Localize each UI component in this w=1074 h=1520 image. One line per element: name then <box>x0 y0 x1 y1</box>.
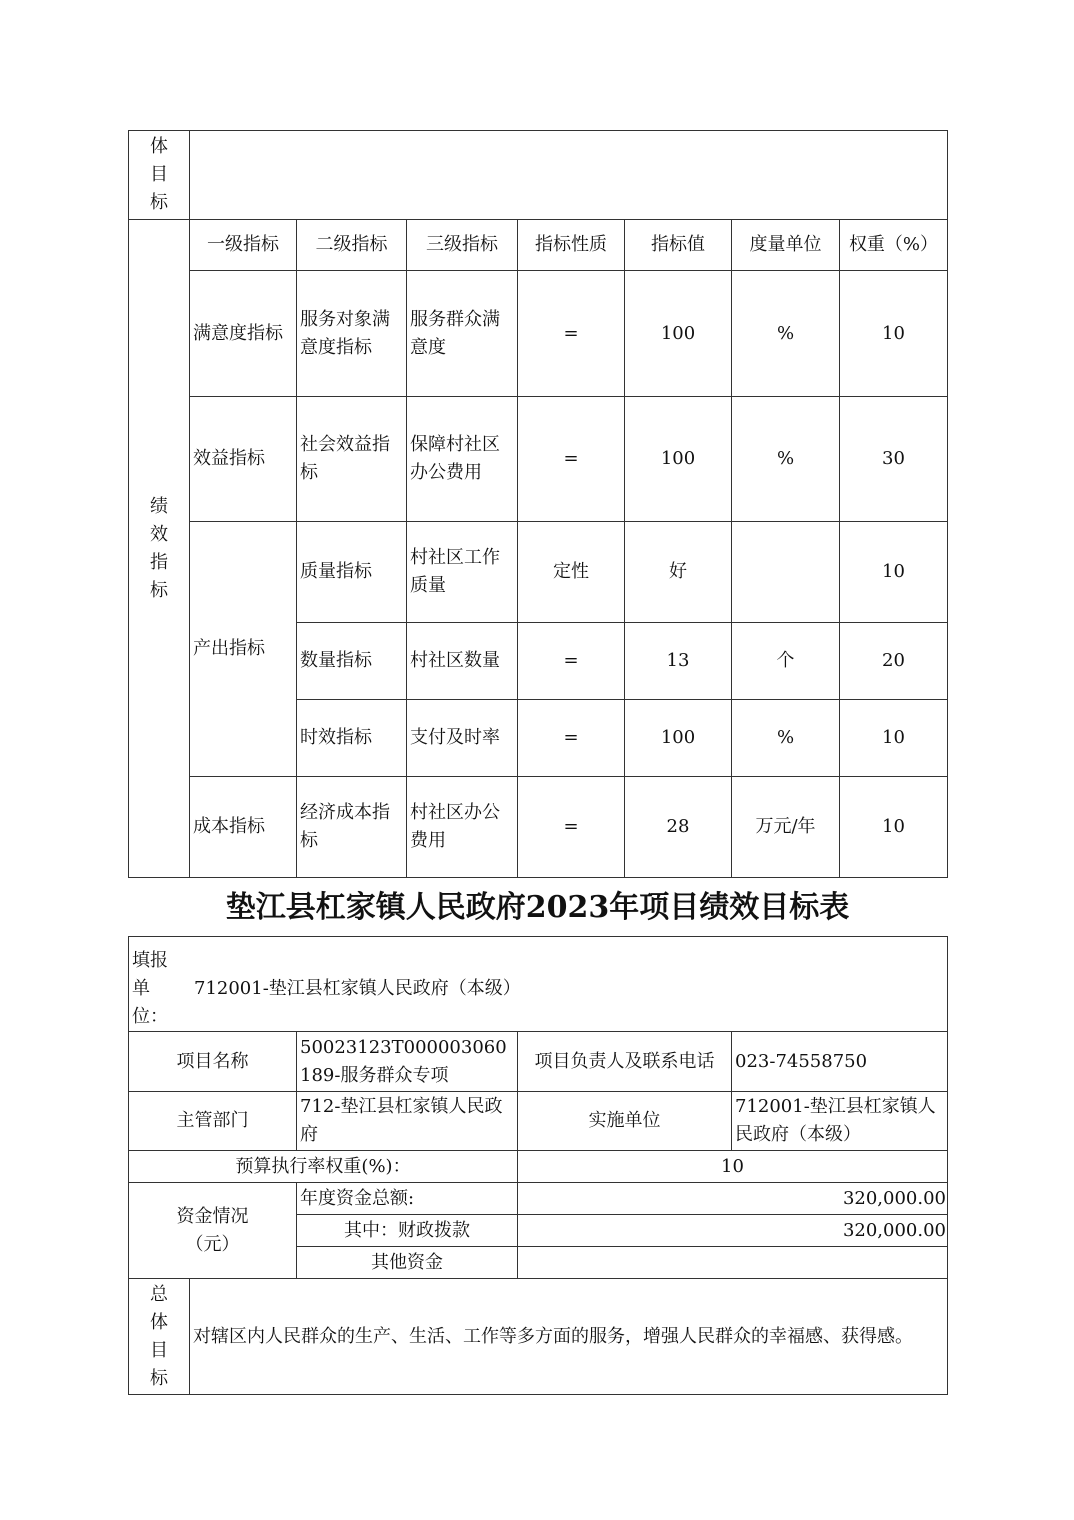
row-level2: 质量指标 <box>297 522 407 623</box>
row-nature: = <box>518 397 625 522</box>
dept-value: 712-垫江县杠家镇人民政府 <box>297 1092 518 1151</box>
project-name-value: 50023123T000003060189-服务群众专项 <box>297 1032 518 1092</box>
annual-total-value: 320,000.00 <box>518 1183 948 1215</box>
row-level3: 村社区数量 <box>407 623 518 700</box>
row-nature: = <box>518 623 625 700</box>
row-level3: 村社区工作质量 <box>407 522 518 623</box>
row-value: 好 <box>625 522 732 623</box>
row-level1: 产出指标 <box>190 522 297 777</box>
row-value: 28 <box>625 777 732 878</box>
header-value: 指标值 <box>625 220 732 271</box>
header-weight: 权重（%） <box>840 220 948 271</box>
overall-goal-label: 总体目标 <box>129 1279 190 1395</box>
performance-table <box>128 130 948 878</box>
project-name-label: 项目名称 <box>129 1032 297 1092</box>
fiscal-value: 320,000.00 <box>518 1215 948 1247</box>
funds-label: 资金情况（元） <box>129 1183 297 1279</box>
budget-rate-label: 预算执行率权重(%)： <box>129 1151 518 1183</box>
row-level3: 支付及时率 <box>407 700 518 777</box>
row-level1: 满意度指标 <box>190 271 297 397</box>
page-title: 垫江县杠家镇人民政府2023年项目绩效目标表 <box>225 890 850 925</box>
row-unit <box>732 522 840 623</box>
row-value: 100 <box>625 271 732 397</box>
row-value: 13 <box>625 623 732 700</box>
impl-label: 实施单位 <box>518 1092 732 1151</box>
row-value: 100 <box>625 700 732 777</box>
other-funds-value <box>518 1247 948 1279</box>
other-funds-label: 其他资金 <box>297 1247 518 1279</box>
row-unit: 个 <box>732 623 840 700</box>
row-level2: 经济成本指标 <box>297 777 407 878</box>
table-row <box>129 397 948 522</box>
contact-label: 项目负责人及联系电话 <box>518 1032 732 1092</box>
row-nature: = <box>518 271 625 397</box>
row-nature: = <box>518 700 625 777</box>
dept-label: 主管部门 <box>129 1092 297 1151</box>
row-unit: % <box>732 700 840 777</box>
overall-goal-text: 对辖区内人民群众的生产、生活、工作等多方面的服务，增强人民群众的幸福感、获得感。 <box>190 1279 948 1395</box>
table-row <box>129 271 948 397</box>
contact-value: 023-74558750 <box>732 1032 948 1092</box>
row-weight: 10 <box>840 522 948 623</box>
row-nature: 定性 <box>518 522 625 623</box>
row-level1: 成本指标 <box>190 777 297 878</box>
reporting-unit-label: 填报单位： <box>132 950 168 1027</box>
header-nature: 指标性质 <box>518 220 625 271</box>
row-level2: 时效指标 <box>297 700 407 777</box>
row-level3: 服务群众满意度 <box>407 271 518 397</box>
row-weight: 10 <box>840 700 948 777</box>
fiscal-label: 其中：财政拨款 <box>297 1215 518 1247</box>
perf-indicator-label: 绩效指标 <box>129 220 190 878</box>
row-unit: % <box>732 271 840 397</box>
row-level2: 服务对象满意度指标 <box>297 271 407 397</box>
row-level3: 村社区办公费用 <box>407 777 518 878</box>
row-unit: 万元/年 <box>732 777 840 878</box>
row-weight: 10 <box>840 271 948 397</box>
row-weight: 10 <box>840 777 948 878</box>
row-level1: 效益指标 <box>190 397 297 522</box>
header-level2: 二级指标 <box>297 220 407 271</box>
overall-goal-tail-label: 体目标 <box>129 131 190 220</box>
reporting-unit-cell <box>129 937 948 1032</box>
row-level2: 数量指标 <box>297 623 407 700</box>
table-row <box>129 522 948 623</box>
row-weight: 30 <box>840 397 948 522</box>
overall-goal-tail-text <box>190 131 948 220</box>
header-level1: 一级指标 <box>190 220 297 271</box>
row-value: 100 <box>625 397 732 522</box>
header-unit: 度量单位 <box>732 220 840 271</box>
row-level2: 社会效益指标 <box>297 397 407 522</box>
row-unit: % <box>732 397 840 522</box>
table-row <box>129 777 948 878</box>
row-nature: = <box>518 777 625 878</box>
impl-value: 712001-垫江县杠家镇人民政府（本级） <box>732 1092 948 1151</box>
header-level3: 三级指标 <box>407 220 518 271</box>
budget-rate-value: 10 <box>518 1151 948 1183</box>
annual-total-label: 年度资金总额: <box>297 1183 518 1215</box>
project-info-table <box>128 936 948 1395</box>
row-level3: 保障村社区办公费用 <box>407 397 518 522</box>
reporting-unit-value: 712001-垫江县杠家镇人民政府（本级） <box>194 978 521 999</box>
row-weight: 20 <box>840 623 948 700</box>
